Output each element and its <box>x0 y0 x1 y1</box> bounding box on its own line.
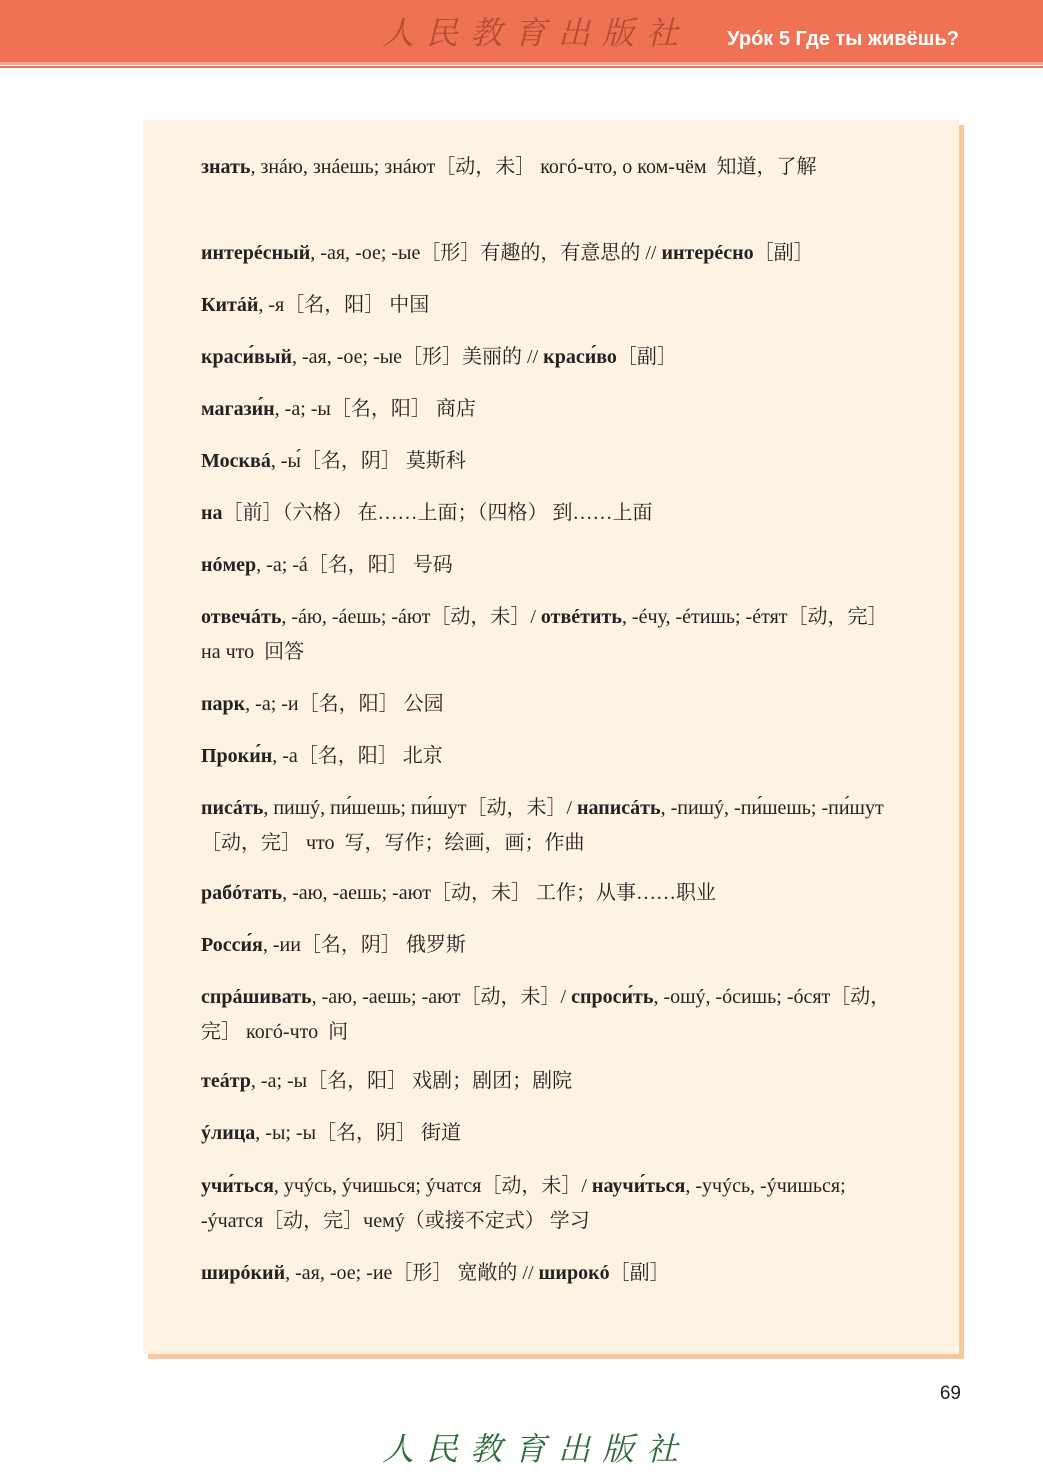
vocab-entry: краси́вый, -ая, -ое; -ые［形］美丽的 // краси́во［副］ <box>201 346 677 368</box>
vocab-entry: спрáшивать, -аю, -аешь; -ают［动，未］/ спроси́ть, -ошý, -óсишь; -óсят［动，完］ когó-что 问 <box>201 986 891 1043</box>
page-number: 69 <box>939 1383 961 1404</box>
vocab-entry: Росси́я, -ии［名，阴］ 俄罗斯 <box>201 934 466 956</box>
vocab-entry: отвечáть, -áю, -áешь; -áют［动，未］/ отвéтить, -éчу, -éтишь; -éтят［动，完］на что 回答 <box>201 606 888 663</box>
publisher-logo: 人民教育出版社 <box>382 14 691 52</box>
vocab-entry: Китáй, -я［名，阳］ 中国 <box>201 294 430 316</box>
vocab-entry: знать, знáю, знáешь; знáют［动，未］ когó-что, о ком-чём 知道，了解 <box>201 156 817 178</box>
vocab-entry: писáть, пишý, пи́шешь; пи́шут［动，未］/ написáть, -пишý, -пи́шешь; -пи́шут［动，完］ что 写，写作；绘画，画；作曲 <box>201 797 884 854</box>
vocab-entry: интерéсный, -ая, -ое; -ые［形］有趣的，有意思的 // интерéсно［副］ <box>201 242 814 264</box>
vocab-entry: ýлица, -ы; -ы［名，阴］ 街道 <box>201 1122 462 1144</box>
page-header <box>0 0 1043 65</box>
footer-publisher-logo: 人民教育出版社 <box>382 1430 691 1468</box>
vocabulary-box <box>143 120 959 1354</box>
vocab-entry: Москвá, -ы́［名，阴］ 莫斯科 <box>201 450 466 472</box>
vocab-entry: парк, -а; -и［名，阳］ 公园 <box>201 693 444 715</box>
vocab-entry: нóмер, -а; -á［名，阳］ 号码 <box>201 554 453 576</box>
lesson-title: Урóк 5 Где ты живёшь? <box>727 28 959 50</box>
header-divider <box>0 66 1043 68</box>
vocab-entry: учи́ться, учýсь, ýчишься; ýчатся［动，未］/ научи́ться, -учýсь, -ýчишься; -ýчатся［动，完］чемý（或接不定式） 学习 <box>201 1175 851 1232</box>
vocab-entry: рабóтать, -аю, -аешь; -ают［动，未］ 工作；从事……职业 <box>201 882 717 904</box>
vocab-entry: ширóкий, -ая, -ое; -ие［形］ 宽敞的 // широкó［副］ <box>201 1262 670 1284</box>
vocab-entry: магази́н, -а; -ы［名，阳］ 商店 <box>201 398 476 420</box>
vocab-entry: Проки́н, -а［名，阳］ 北京 <box>201 745 443 767</box>
vocab-entry: на［前］（六格） 在……上面；（四格） 到……上面 <box>201 502 653 524</box>
vocab-entry: теáтр, -а; -ы［名，阳］ 戏剧；剧团；剧院 <box>201 1070 573 1092</box>
